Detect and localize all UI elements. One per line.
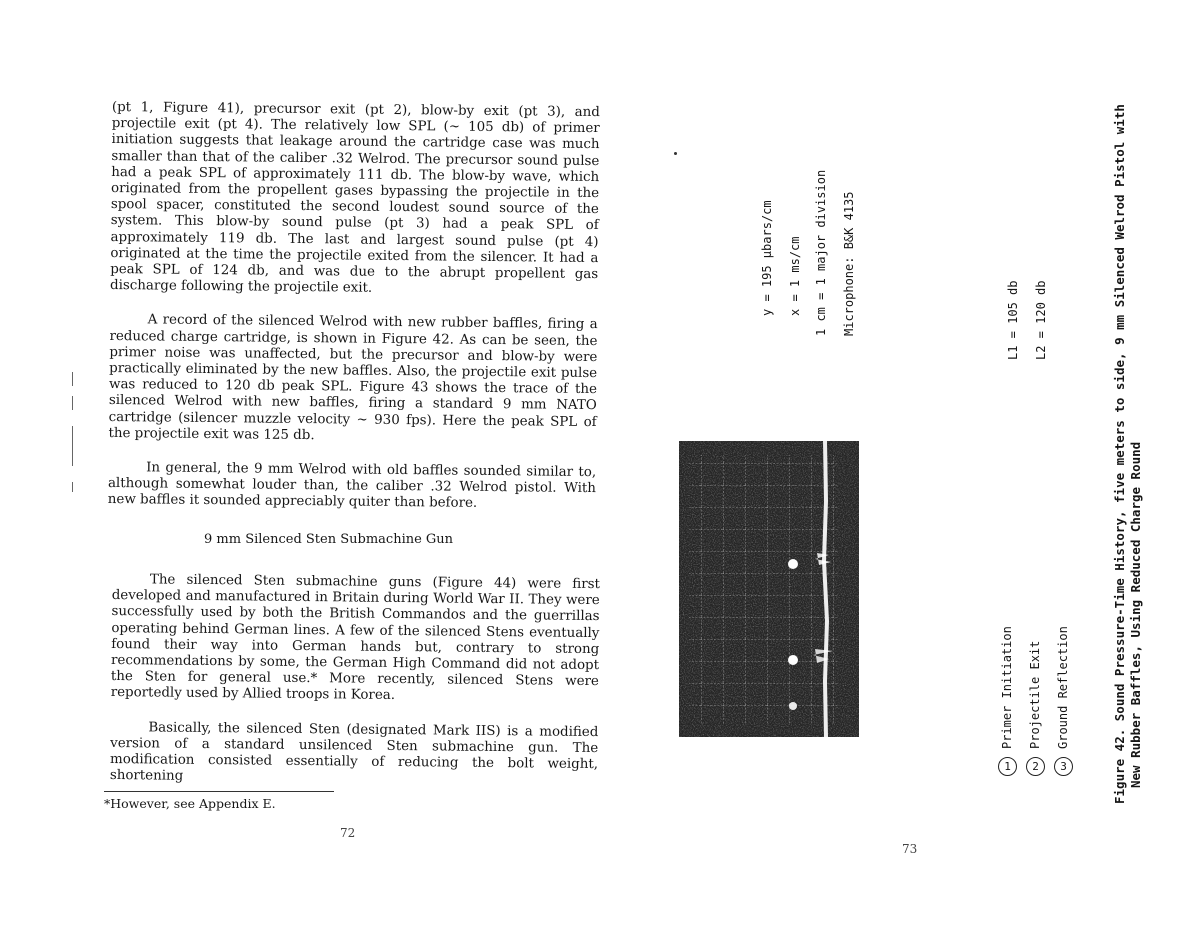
page-number: 72 xyxy=(340,826,356,840)
legend-item-ground-reflection xyxy=(1054,626,1073,776)
caption-line-2: New Rubber Baffles, Using Reduced Charge Round xyxy=(1128,441,1143,788)
speck xyxy=(674,152,677,155)
level-l1: L1 = 105 db xyxy=(1006,280,1020,360)
body-text-block-2 xyxy=(110,572,600,808)
legend-label: Ground Reflection xyxy=(1056,626,1070,749)
page-number: 73 xyxy=(902,842,918,856)
legend-number-1: 1 xyxy=(998,757,1017,776)
scale-label-division: 1 cm = 1 major division xyxy=(814,169,828,336)
margin-mark xyxy=(72,426,73,466)
oscillogram-photo xyxy=(679,441,859,737)
legend-label: Projectile Exit xyxy=(1028,640,1042,749)
paragraph: In general, the 9 mm Welrod with old baffles sounded similar to, although somewhat louder than, the caliber .32 Welrod pistol. With new baffles it sounded appreciably quiter than before. xyxy=(107,460,597,512)
scale-label-y: y = 195 µbars/cm xyxy=(760,200,774,316)
footnote-rule xyxy=(104,791,334,792)
scale-label-x: x = 1 ms/cm xyxy=(788,236,802,316)
legend-label: Primer Initiation xyxy=(1000,626,1014,749)
margin-mark xyxy=(72,482,73,492)
caption-line-1: Figure 42. Sound Pressure-Time History, five meters to side, 9 mm Silenced Welrod Pistol with xyxy=(1112,104,1127,804)
microphone-label: Microphone: B&K 4135 xyxy=(842,191,856,336)
paragraph: The silenced Sten submachine guns (Figure 44) were first developed and manufactured in Britain during World War II. They were successfully used by both the British Commandos and the guerrillas operating behind German lines. A few of the silenced Stens eventually found their way into German hands but, contrary to strong recommendations by some, the German High Command did not adopt the Sten for general use.* More recently, silenced Stens were reportedly used by Allied troops in Korea. xyxy=(110,572,600,704)
figure-caption xyxy=(1112,104,1144,804)
section-heading: 9 mm Silenced Sten Submachine Gun xyxy=(204,532,454,547)
margin-mark xyxy=(72,396,73,410)
paragraph: A record of the silenced Welrod with new rubber baffles, firing a reduced charge cartridge, is shown in Figure 42. As can be seen, the primer noise was unaffected, but the precursor and blow-by were practically eliminated by the new baffles. Also, the projectile exit pulse was reduced to 120 db peak SPL. Figure 43 shows the trace of the silenced Welrod with new baffles, firing a standard 9 mm NATO cartridge (silencer muzzle velocity ~ 930 fps). Here the peak SPL of the projectile exit was 125 db. xyxy=(108,312,598,443)
oscillogram-image xyxy=(679,441,859,737)
legend-item-primer-initiation xyxy=(998,626,1017,776)
level-l2: L2 = 120 db xyxy=(1034,280,1048,360)
margin-mark xyxy=(72,372,73,386)
legend-number-2: 2 xyxy=(1026,757,1045,776)
legend-item-projectile-exit xyxy=(1026,641,1045,776)
paragraph: (pt 1, Figure 41), precursor exit (pt 2), blow-by exit (pt 3), and projectile exit (pt 4). The relatively low SPL (~ 105 db) of primer initiation suggests that leakage around the cartridge case was much smaller than that of the caliber .32 Welrod. The precursor sound pulse had a peak SPL of approximately 111 db. The blow-by wave, which originated from the propellent gases bypassing the projectile in the spool spacer, constituted the second loudest sound source of the system. This blow-by sound pulse (pt 3) had a peak SPL of approximately 119 db. The last and largest sound pulse (pt 4) originated at the time the projectile exited from the silencer. It had a peak SPL of 124 db, and was due to the abrupt propellent gas discharge following the projectile exit. xyxy=(109,100,600,296)
footnote: *However, see Appendix E. xyxy=(104,796,276,811)
legend-number-3: 3 xyxy=(1054,757,1073,776)
body-text-block-1 xyxy=(108,100,600,532)
paragraph: Basically, the silenced Sten (designated Mark IIS) is a modified version of a standard unsilenced Sten submachine gun. The modification consisted essentially of reducing the bolt weight, shortening xyxy=(109,720,599,784)
